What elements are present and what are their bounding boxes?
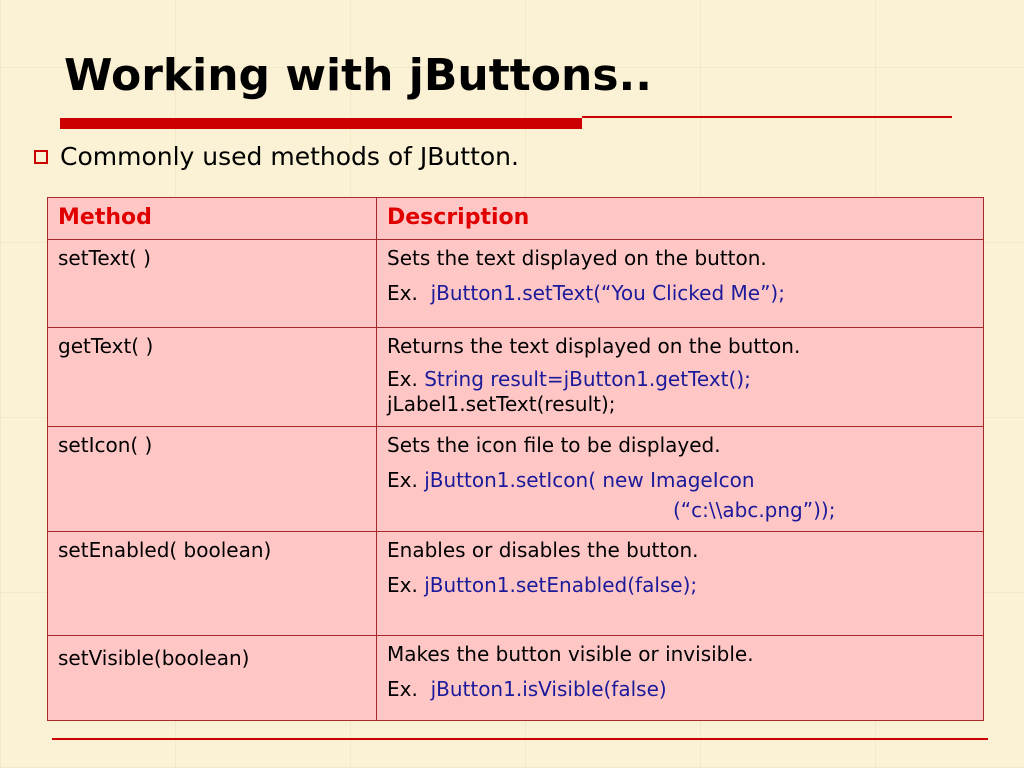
example-code: jButton1.isVisible(false) bbox=[430, 677, 667, 701]
method-cell: getText( ) bbox=[48, 328, 377, 427]
description-cell bbox=[377, 427, 984, 532]
example-line bbox=[387, 278, 973, 308]
example-label: Ex. bbox=[387, 281, 418, 305]
example-code: jButton1.setText(“You Clicked Me”); bbox=[430, 281, 785, 305]
example-code: jButton1.setIcon( new ImageIcon bbox=[424, 468, 755, 492]
description-cell bbox=[377, 328, 984, 427]
description-text: Enables or disables the button. bbox=[387, 538, 699, 562]
bullet-item bbox=[34, 142, 519, 171]
example-label: Ex. bbox=[387, 468, 418, 492]
description-text: Makes the button visible or invisible. bbox=[387, 642, 754, 666]
description-cell bbox=[377, 240, 984, 328]
header-method: Method bbox=[48, 198, 377, 240]
table-row bbox=[48, 328, 984, 427]
footer-rule bbox=[52, 738, 988, 740]
example-label: Ex. bbox=[387, 367, 418, 391]
method-cell: setText( ) bbox=[48, 240, 377, 328]
description-text: Returns the text displayed on the button. bbox=[387, 334, 801, 358]
example-label: Ex. bbox=[387, 573, 418, 597]
example-code-continuation: jLabel1.setText(result); bbox=[387, 392, 616, 416]
example-line bbox=[387, 366, 973, 392]
description-text: Sets the icon file to be displayed. bbox=[387, 433, 721, 457]
example-code: jButton1.setEnabled(false); bbox=[424, 573, 698, 597]
example-line bbox=[387, 674, 973, 704]
example-line bbox=[387, 465, 973, 495]
hollow-square-bullet-icon bbox=[34, 150, 48, 164]
header-description: Description bbox=[377, 198, 984, 240]
bullet-text: Commonly used methods of JButton. bbox=[60, 142, 519, 171]
description-text: Sets the text displayed on the button. bbox=[387, 246, 767, 270]
table-row bbox=[48, 636, 984, 721]
example-label: Ex. bbox=[387, 677, 418, 701]
method-cell: setEnabled( boolean) bbox=[48, 532, 377, 636]
method-cell: setIcon( ) bbox=[48, 427, 377, 532]
method-cell: setVisible(boolean) bbox=[48, 636, 377, 721]
table-row bbox=[48, 427, 984, 532]
table-header-row bbox=[48, 198, 984, 240]
example-code-continuation: (“c:\\abc.png”)); bbox=[673, 498, 836, 522]
title-underline-thick bbox=[60, 118, 582, 129]
description-cell bbox=[377, 636, 984, 721]
table-row bbox=[48, 532, 984, 636]
example-line bbox=[387, 570, 973, 600]
slide-title: Working with jButtons.. bbox=[64, 50, 652, 101]
title-underline-thin bbox=[582, 116, 952, 118]
table-row bbox=[48, 240, 984, 328]
methods-table bbox=[47, 197, 984, 721]
description-cell bbox=[377, 532, 984, 636]
example-code: String result=jButton1.getText(); bbox=[424, 367, 751, 391]
